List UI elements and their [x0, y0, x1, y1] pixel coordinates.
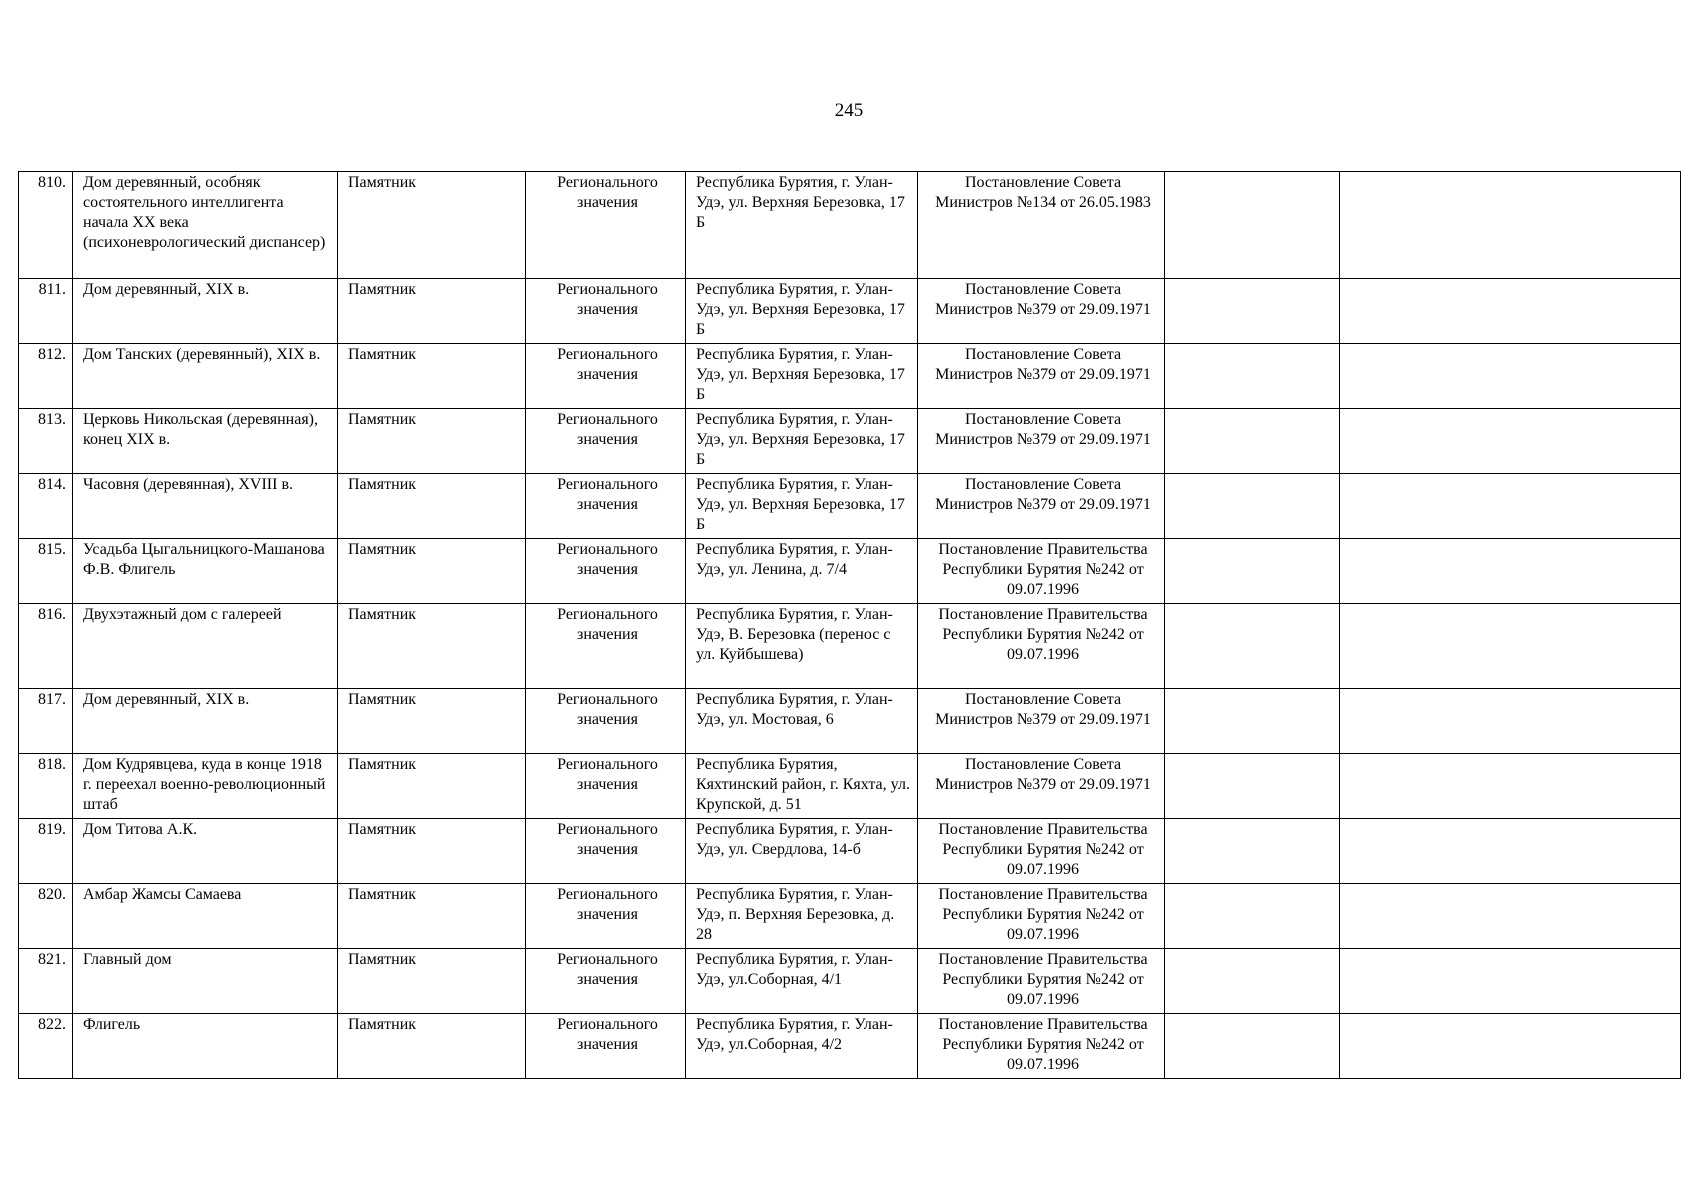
- row-number: 812.: [19, 344, 73, 409]
- empty-cell-7: [1165, 409, 1340, 474]
- empty-cell-7: [1165, 819, 1340, 884]
- object-name: Усадьба Цыгальницкого-Машанова Ф.В. Флигель: [73, 539, 338, 604]
- row-number: 815.: [19, 539, 73, 604]
- page-number: 245: [834, 100, 864, 121]
- object-category: Регионального значения: [526, 344, 686, 409]
- empty-cell-7: [1165, 279, 1340, 344]
- object-type: Памятник: [338, 344, 526, 409]
- table-row: [19, 949, 1681, 1014]
- object-type: Памятник: [338, 172, 526, 279]
- object-name: Главный дом: [73, 949, 338, 1014]
- object-address: Республика Бурятия, г. Улан-Удэ, ул. Верхняя Березовка, 17 Б: [686, 344, 918, 409]
- empty-cell-7: [1165, 474, 1340, 539]
- legal-document: Постановление Совета Министров №379 от 29.09.1971: [918, 279, 1165, 344]
- object-address: Республика Бурятия, г. Улан-Удэ, п. Верхняя Березовка, д. 28: [686, 884, 918, 949]
- empty-cell-7: [1165, 949, 1340, 1014]
- empty-cell-8: [1340, 172, 1681, 279]
- table-row: [19, 409, 1681, 474]
- empty-cell-7: [1165, 689, 1340, 754]
- object-address: Республика Бурятия, г. Улан-Удэ, ул. Мостовая, 6: [686, 689, 918, 754]
- object-type: Памятник: [338, 754, 526, 819]
- object-category: Регионального значения: [526, 689, 686, 754]
- object-name: Дом деревянный, XIX в.: [73, 689, 338, 754]
- object-address: Республика Бурятия, г. Улан-Удэ, ул. Верхняя Березовка, 17 Б: [686, 279, 918, 344]
- empty-cell-8: [1340, 884, 1681, 949]
- empty-cell-7: [1165, 344, 1340, 409]
- empty-cell-7: [1165, 1014, 1340, 1079]
- object-name: Часовня (деревянная), XVIII в.: [73, 474, 338, 539]
- legal-document: Постановление Правительства Республики Бурятия №242 от 09.07.1996: [918, 1014, 1165, 1079]
- object-address: Республика Бурятия, г. Улан-Удэ, ул. Ленина, д. 7/4: [686, 539, 918, 604]
- legal-document: Постановление Совета Министров №379 от 29.09.1971: [918, 409, 1165, 474]
- object-address: Республика Бурятия, Кяхтинский район, г. Кяхта, ул. Крупской, д. 51: [686, 754, 918, 819]
- object-name: Церковь Никольская (деревянная), конец XIX в.: [73, 409, 338, 474]
- empty-cell-8: [1340, 539, 1681, 604]
- legal-document: Постановление Совета Министров №379 от 29.09.1971: [918, 474, 1165, 539]
- table-row: [19, 754, 1681, 819]
- legal-document: Постановление Совета Министров №379 от 29.09.1971: [918, 689, 1165, 754]
- object-category: Регионального значения: [526, 754, 686, 819]
- legal-document: Постановление Совета Министров №134 от 26.05.1983: [918, 172, 1165, 279]
- object-type: Памятник: [338, 1014, 526, 1079]
- empty-cell-7: [1165, 604, 1340, 689]
- table-row: [19, 884, 1681, 949]
- row-number: 813.: [19, 409, 73, 474]
- row-number: 814.: [19, 474, 73, 539]
- object-address: Республика Бурятия, г. Улан-Удэ, ул.Соборная, 4/1: [686, 949, 918, 1014]
- object-name: Дом деревянный, XIX в.: [73, 279, 338, 344]
- object-address: Республика Бурятия, г. Улан-Удэ, ул. Свердлова, 14-б: [686, 819, 918, 884]
- object-category: Регионального значения: [526, 279, 686, 344]
- row-number: 810.: [19, 172, 73, 279]
- object-name: Дом Титова А.К.: [73, 819, 338, 884]
- object-category: Регионального значения: [526, 604, 686, 689]
- object-name: Флигель: [73, 1014, 338, 1079]
- empty-cell-8: [1340, 1014, 1681, 1079]
- object-type: Памятник: [338, 409, 526, 474]
- empty-cell-8: [1340, 474, 1681, 539]
- object-category: Регионального значения: [526, 474, 686, 539]
- object-category: Регионального значения: [526, 819, 686, 884]
- table-body: [19, 172, 1681, 1079]
- legal-document: Постановление Правительства Республики Бурятия №242 от 09.07.1996: [918, 949, 1165, 1014]
- object-category: Регионального значения: [526, 949, 686, 1014]
- object-address: Республика Бурятия, г. Улан-Удэ, В. Березовка (перенос с ул. Куйбышева): [686, 604, 918, 689]
- table-row: [19, 689, 1681, 754]
- empty-cell-7: [1165, 172, 1340, 279]
- object-type: Памятник: [338, 819, 526, 884]
- heritage-registry-table: [18, 171, 1681, 1079]
- object-type: Памятник: [338, 279, 526, 344]
- object-type: Памятник: [338, 539, 526, 604]
- empty-cell-8: [1340, 949, 1681, 1014]
- object-type: Памятник: [338, 884, 526, 949]
- table-row: [19, 819, 1681, 884]
- table-row: [19, 604, 1681, 689]
- empty-cell-8: [1340, 409, 1681, 474]
- legal-document: Постановление Правительства Республики Бурятия №242 от 09.07.1996: [918, 604, 1165, 689]
- object-category: Регионального значения: [526, 884, 686, 949]
- table-row: [19, 279, 1681, 344]
- table-row: [19, 539, 1681, 604]
- object-name: Дом Кудрявцева, куда в конце 1918 г. переехал военно-революционный штаб: [73, 754, 338, 819]
- object-address: Республика Бурятия, г. Улан-Удэ, ул. Верхняя Березовка, 17 Б: [686, 409, 918, 474]
- row-number: 822.: [19, 1014, 73, 1079]
- empty-cell-7: [1165, 754, 1340, 819]
- legal-document: Постановление Совета Министров №379 от 29.09.1971: [918, 344, 1165, 409]
- object-address: Республика Бурятия, г. Улан-Удэ, ул. Верхняя Березовка, 17 Б: [686, 474, 918, 539]
- table-row: [19, 1014, 1681, 1079]
- row-number: 821.: [19, 949, 73, 1014]
- row-number: 811.: [19, 279, 73, 344]
- object-category: Регионального значения: [526, 409, 686, 474]
- empty-cell-8: [1340, 754, 1681, 819]
- row-number: 816.: [19, 604, 73, 689]
- empty-cell-8: [1340, 344, 1681, 409]
- object-category: Регионального значения: [526, 1014, 686, 1079]
- object-name: Двухэтажный дом с галереей: [73, 604, 338, 689]
- object-name: Дом Танских (деревянный), XIX в.: [73, 344, 338, 409]
- empty-cell-8: [1340, 819, 1681, 884]
- object-type: Памятник: [338, 474, 526, 539]
- table-row: [19, 172, 1681, 279]
- table-row: [19, 344, 1681, 409]
- empty-cell-8: [1340, 689, 1681, 754]
- empty-cell-8: [1340, 604, 1681, 689]
- legal-document: Постановление Правительства Республики Бурятия №242 от 09.07.1996: [918, 819, 1165, 884]
- object-name: Амбар Жамсы Самаева: [73, 884, 338, 949]
- object-category: Регионального значения: [526, 172, 686, 279]
- empty-cell-7: [1165, 539, 1340, 604]
- row-number: 817.: [19, 689, 73, 754]
- legal-document: Постановление Правительства Республики Бурятия №242 от 09.07.1996: [918, 539, 1165, 604]
- object-address: Республика Бурятия, г. Улан-Удэ, ул.Соборная, 4/2: [686, 1014, 918, 1079]
- object-category: Регионального значения: [526, 539, 686, 604]
- object-type: Памятник: [338, 689, 526, 754]
- row-number: 819.: [19, 819, 73, 884]
- empty-cell-7: [1165, 884, 1340, 949]
- object-address: Республика Бурятия, г. Улан-Удэ, ул. Верхняя Березовка, 17 Б: [686, 172, 918, 279]
- object-type: Памятник: [338, 604, 526, 689]
- legal-document: Постановление Правительства Республики Бурятия №242 от 09.07.1996: [918, 884, 1165, 949]
- row-number: 820.: [19, 884, 73, 949]
- row-number: 818.: [19, 754, 73, 819]
- table-row: [19, 474, 1681, 539]
- legal-document: Постановление Совета Министров №379 от 29.09.1971: [918, 754, 1165, 819]
- object-name: Дом деревянный, особняк состоятельного интеллигента начала XX века (психоневрологический диспансер): [73, 172, 338, 279]
- empty-cell-8: [1340, 279, 1681, 344]
- object-type: Памятник: [338, 949, 526, 1014]
